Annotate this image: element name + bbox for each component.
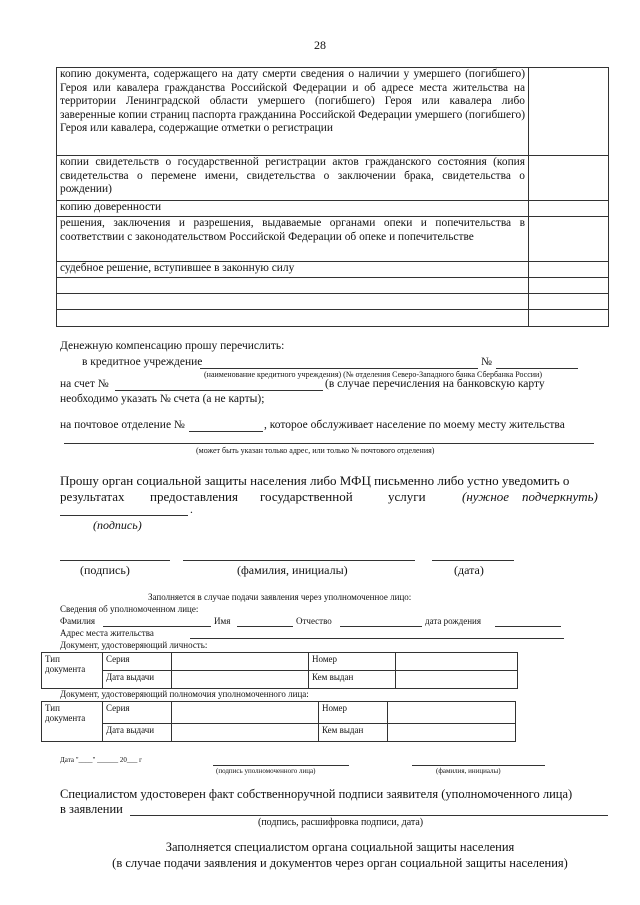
doc-row-check (529, 278, 609, 294)
doc-row-check (529, 310, 609, 327)
notify-signature-field[interactable] (60, 515, 188, 516)
post-note: (может быть указан только адрес, или только № почтового отделения) (196, 446, 435, 455)
rep-signature-field[interactable] (213, 765, 349, 766)
doc-row-text: копию доверенности (57, 201, 529, 217)
doc-row-check (529, 262, 609, 278)
specialist-note: (подпись, расшифровка подписи, дата) (258, 817, 424, 828)
doc-row-check (529, 217, 609, 262)
account-note: необходимо указать № счета (а не карты); (60, 393, 265, 405)
page-number: 28 (314, 38, 326, 52)
birth-date-label: дата рождения (425, 616, 481, 626)
table-row (42, 702, 516, 724)
bank-label: в кредитное учреждение (82, 356, 203, 368)
issued-by-field[interactable] (388, 724, 516, 742)
specialist-line1: Специалистом удостоверен факт собственноручной подписи заявителя (уполномоченного лица) (60, 787, 573, 801)
specialist-line2: в заявлении (60, 802, 123, 816)
issued-by-label: Кем выдан (319, 724, 388, 742)
doc-type-label: Тип документа (42, 653, 103, 689)
series-field[interactable] (172, 653, 309, 671)
number-field[interactable] (396, 653, 518, 671)
table-row (57, 294, 609, 310)
table-row (42, 671, 518, 689)
rep-name-label: (фамилия, инициалы) (436, 767, 501, 775)
id-document-table (41, 652, 518, 689)
authority-document-table (41, 701, 516, 742)
account-field[interactable] (115, 390, 323, 391)
doc-type-label: Тип документа (42, 702, 103, 742)
post-address-field[interactable] (64, 443, 594, 444)
doc-row-text: решения, заключения и разрешения, выдаваемые органами опеки и попечительства в соответствии с законодательством Российской Федерации об опеке и попечительстве (57, 217, 529, 262)
first-name-label: Имя (214, 616, 231, 626)
signature-label: (подпись) (80, 563, 130, 577)
doc-row-text: судебное решение, вступившее в законную силу (57, 262, 529, 278)
date-label: (дата) (454, 563, 484, 577)
doc-row-text: копии свидетельств о государственной регистрации актов гражданского состояния (копия свидетельства о перемене имени, свидетельства о заключении брака, свидетельства о рождении) (57, 156, 529, 201)
patronymic-label: Отчество (296, 616, 332, 626)
documents-table (56, 67, 609, 327)
signature-field[interactable] (60, 560, 170, 561)
issue-date-field[interactable] (172, 671, 309, 689)
surname-label: Фамилия (60, 616, 96, 626)
date-field[interactable] (432, 560, 514, 561)
notify-dot: . (190, 504, 193, 516)
number-label: Номер (319, 702, 388, 724)
doc-row-check (529, 201, 609, 217)
notify-word: предоставления (150, 489, 238, 504)
rep-info-heading: Сведения об уполномоченном лице: (60, 604, 199, 614)
post-label: на почтовое отделение № (60, 419, 185, 431)
address-field[interactable] (190, 638, 564, 639)
compensation-heading: Денежную компенсацию прошу перечислить: (60, 340, 285, 352)
id-doc-heading: Документ, удостоверяющий личность: (60, 640, 208, 650)
rep-name-field[interactable] (412, 765, 545, 766)
issued-by-field[interactable] (396, 671, 518, 689)
series-label: Серия (103, 702, 172, 724)
doc-row-check (529, 294, 609, 310)
first-name-field[interactable] (237, 626, 293, 627)
footer-line1: Заполняется специалистом органа социальной защиты населения (165, 840, 515, 854)
underline-hint: (нужное подчеркнуть) (462, 489, 598, 504)
notify-word: результатах (60, 489, 125, 504)
surname-field[interactable] (103, 626, 211, 627)
name-field[interactable] (183, 560, 415, 561)
table-row (57, 156, 609, 201)
doc-row-check (529, 156, 609, 201)
rep-date-label: Дата "____" ______ 20___ г (60, 756, 143, 764)
address-label: Адрес места жительства (60, 628, 154, 638)
table-row (42, 724, 516, 742)
patronymic-field[interactable] (340, 626, 422, 627)
table-row (57, 262, 609, 278)
table-row (57, 310, 609, 327)
table-row (57, 68, 609, 156)
issued-by-label: Кем выдан (309, 671, 396, 689)
doc-row-text (57, 278, 529, 294)
auth-doc-heading: Документ, удостоверяющий полномочия уполномоченного лица: (60, 689, 309, 699)
bank-note: (наименование кредитного учреждения) (№ отделения Северо-Западного банка Сбербанка России) (204, 370, 542, 379)
specialist-signature-field[interactable] (130, 815, 608, 816)
table-row (42, 653, 518, 671)
notify-word: государственной (260, 489, 353, 504)
footer-line2: (в случае подачи заявления и документов через орган социальной защиты населения) (112, 856, 568, 870)
number-label: Номер (309, 653, 396, 671)
doc-row-text (57, 310, 529, 327)
name-label: (фамилия, инициалы) (237, 563, 348, 577)
rep-title: Заполняется в случае подачи заявления через уполномоченное лицо: (148, 592, 412, 602)
account-tail: (в случае перечисления на банковскую карту (325, 378, 545, 390)
notify-signature-label: (подпись) (93, 518, 142, 532)
table-row (57, 278, 609, 294)
table-row (57, 217, 609, 262)
bank-branch-field[interactable] (496, 368, 578, 369)
series-field[interactable] (172, 702, 319, 724)
rep-signature-label: (подпись уполномоченного лица) (216, 767, 316, 775)
account-label: на счет № (60, 378, 109, 390)
notify-word: услуги (388, 489, 426, 504)
series-label: Серия (103, 653, 172, 671)
number-field[interactable] (388, 702, 516, 724)
issue-date-label: Дата выдачи (103, 724, 172, 742)
doc-row-text: копию документа, содержащего на дату смерти сведения о наличии у умершего (погибшего) Героя или кавалера гражданства Российской Федерации и об адресе места жительства на территории Ленинградской области умершего (погибшего) Героя или кавалера либо заверенные копии страниц паспорта гражданина Российской Федерации умершего (погибшего) Героя или кавалера, содержащие отметки о регистрации (57, 68, 529, 156)
doc-row-check (529, 68, 609, 156)
issue-date-label: Дата выдачи (103, 671, 172, 689)
birth-date-field[interactable] (495, 626, 561, 627)
doc-row-text (57, 294, 529, 310)
issue-date-field[interactable] (172, 724, 319, 742)
number-sign: № (481, 356, 492, 368)
post-tail: , которое обслуживает население по моему месту жительства (264, 419, 565, 431)
notify-line1: Прошу орган социальной защиты населения либо МФЦ письменно либо устно уведомить о (60, 473, 570, 488)
table-row (57, 201, 609, 217)
bank-name-field[interactable] (200, 368, 478, 369)
post-office-field[interactable] (189, 431, 263, 432)
